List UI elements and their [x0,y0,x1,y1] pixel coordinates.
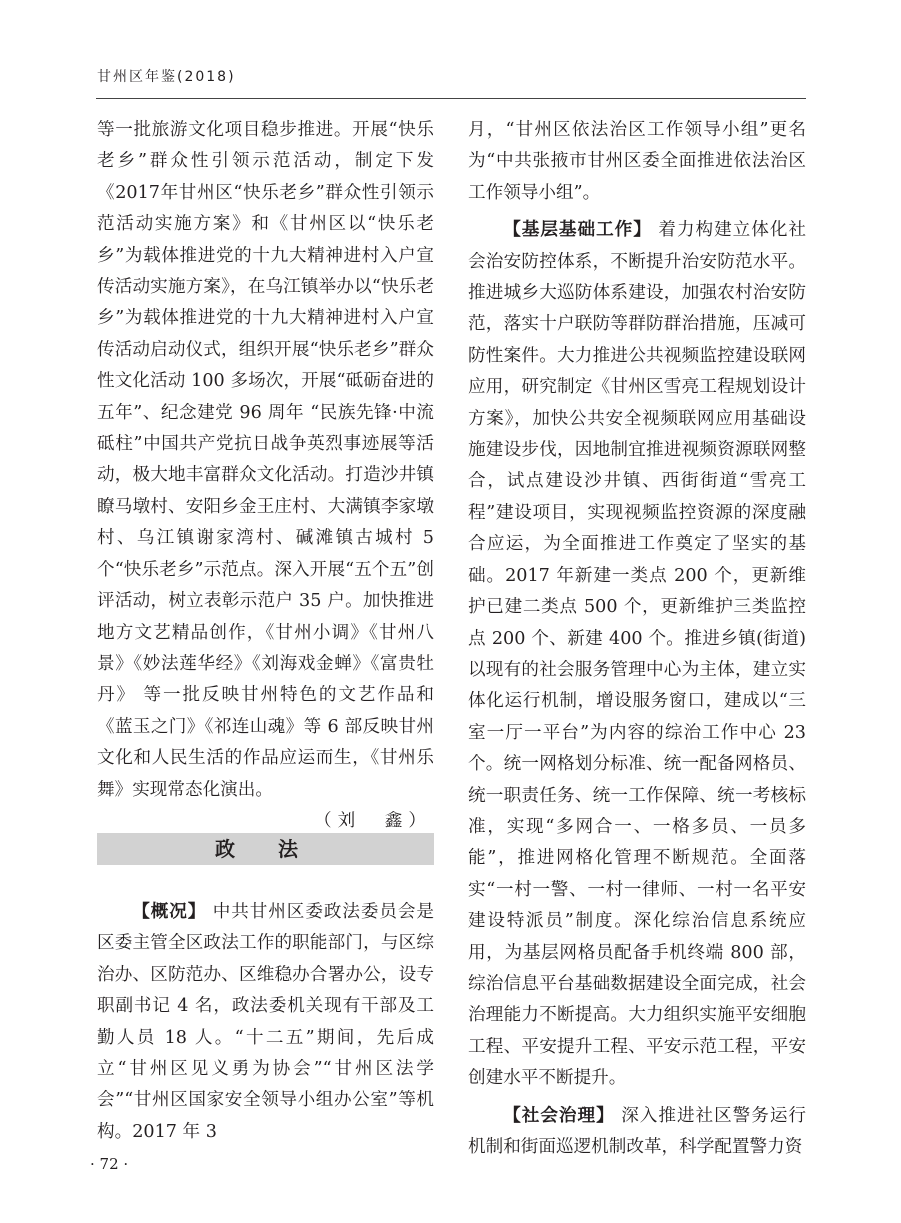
text-line: 镇谢家湾村、碱滩镇古城村 5 个“快乐老乡” [97,528,434,580]
text-line: 端 800 部，综治信息平台基础数据建设全面 [468,942,806,994]
text-line: 施平安细胞工程、平安提升工程、平安示范 [468,1005,806,1057]
text-line: 不断规范。全面落实“一村一警、一村一律 [468,848,806,900]
text-line: 治信息系统应用，为基层网格员配备手机终 [468,911,806,963]
text-line: 副书记 4 名，政法委机关现有干部及工勤人 [97,996,434,1048]
text-line: 施方案》，在乌江镇举办以“快乐老乡”为载 [97,277,434,329]
left-column-lower [97,897,434,1148]
text-line: 示范点。深入开展“五个五”创评活动，树立 [97,559,434,612]
running-header: 甘州区年鉴(2018) [97,69,236,85]
right-column [468,115,806,1163]
header-rule [96,98,806,99]
text-line: 创作，《甘州小调》《甘州八景》《妙法莲华经》 [97,622,434,674]
section-lead-grassroots: 【基层基础工作】 [503,220,652,241]
text-line: 等 6 部反映甘州文化和人民生活的作品应 [97,716,434,769]
text-line: 运，为全面推进工作奠定了坚实的基础。 [468,534,806,586]
text-line: 治办、区防范办、区维稳办合署办公，设专职 [97,964,434,1017]
text-line: 制，增设服务窗口，建成以“三室一厅一平 [468,691,806,743]
text-line: 类点 500 个，更新维护三类监控点 200 个、 [468,597,806,649]
text-line: 防性案件。大力推进公共视频监控建设联网 [468,345,806,366]
text-line: 合，试点建设沙井镇、西街街道“雪亮工程” [468,471,806,523]
text-line: 机制和街面巡逻机制改革，科学配置警力资 [468,1137,803,1157]
text-line: 村、安阳乡金王庄村、大满镇李家墩村、乌江 [97,496,434,549]
text-line: “中共张掖市甘州区委全面推进依法治区工 [468,151,806,203]
text-line: 启动仪式，组织开展“快乐老乡”群众性文化 [97,339,434,392]
text-line: 实施方案》和《甘州区以“快乐老乡”为载体 [97,214,434,266]
text-line: 完成，社会治理能力不断提高。大力组织实 [468,973,806,1026]
text-line: 深入推进社区警务运行 [614,1105,806,1126]
text-line: 老乡”群众性引领示范活动，制定下发《2017 [97,151,434,203]
text-line: 2017 年新建一类点 200 个，更新维护已建二 [468,565,806,618]
text-line: 《刘海戏金蝉》《富贵牡丹》 等一批反映甘州 [97,653,434,706]
text-line: 划分标准、统一配备网格员、统一职责任务、 [468,754,806,806]
text-line: 活动 100 多场次，开展“砥砺奋进的五年”、 [97,371,434,423]
text-line: 作领导小组”。 [485,182,601,203]
text-line: 推进党的十九大精神进村入户宣传活动实 [97,245,434,298]
text-line: 范，落实十户联防等群防群治措施，压减可 [468,314,806,335]
author-byline: （刘 鑫） [314,810,432,831]
text-line: 工程，平安创建水平不断提升。 [468,1036,806,1089]
section-lead-social-governance: 【社会治理】 [503,1105,615,1126]
text-line: 运而生，《甘州乐舞》实现常态化演出。 [97,748,434,800]
paragraph-grassroots [468,215,806,1094]
text-line: 纪念建党 96 周年 “民族先锋·中流砥柱”中 [97,402,434,455]
text-line: 着力构建立体化社 [651,220,806,241]
paragraph-tourism-culture [97,115,434,806]
text-line: 特色的文艺作品和《蓝玉之门》《祁连山魂》 [97,685,434,737]
section-lead-overview: 【概况】 [132,902,207,922]
text-line: 体推进党的十九大精神进村入户宣传活动 [97,308,434,360]
text-line: 新建 400 个。推进乡镇(街道)以现有的社会 [468,628,806,680]
text-line: 月，“甘州区依法治区工作领导小组”更名为 [468,120,806,172]
text-line: 员 18 人。“十二五”期间，先后成立“甘州区 [97,1027,434,1080]
text-line: 见义勇为协会”“甘州区法学会”“甘州区国 [97,1059,434,1111]
left-column [97,115,434,837]
text-line: 地丰富群众文化活动。打造沙井镇瞭马墩 [97,465,434,517]
paragraph-overview [97,897,434,1148]
text-line: 建设项目，实现视频监控资源的深度融合应 [468,502,806,555]
text-line: 家安全领导小组办公室”等机构。2017 年 3 [97,1090,434,1142]
text-line: 中共甘州区委政法委员会是 [206,902,434,922]
text-line: 方案》，加快公共安全视频联网应用基础设 [468,408,806,429]
text-line: 一、一格多员、一员多能”，推进网格化管理 [468,816,806,869]
text-line: 区委主管全区政法工作的职能部门，与区综 [97,933,434,954]
text-line: 会治安防控体系，不断提升治安防范水平。 [468,251,806,272]
text-line: 服务管理中心为主体，建立实体化运行机 [468,659,806,712]
text-line: 推进城乡大巡防体系建设，加强农村治安防 [468,283,806,304]
text-line: 施建设步伐，因地制宜推进视频资源联网整 [468,440,806,461]
text-line: 应用，研究制定《甘州区雪亮工程规划设计 [468,377,806,398]
section-heading-politics-law: 政 法 [97,833,434,865]
paragraph-social-governance [468,1101,806,1164]
text-line: 师、一村一名平安建设特派员”制度。深化综 [468,879,806,932]
text-line: 年甘州区“快乐老乡”群众性引领示范活动 [97,182,434,235]
text-line: 国共产党抗日战争英烈事迹展等活动，极大 [97,434,434,486]
text-line: 台”为内容的综治工作中心 23 个。统一网格 [468,722,806,775]
text-line: 表彰示范户 35 户。加快推进地方文艺精品 [97,591,434,643]
page-number: · 72 · [90,1155,129,1173]
text-line: 统一工作保障、统一考核标准，实现“多网合 [468,785,806,837]
text-line: 等一批旅游文化项目稳步推进。开展“快乐 [97,120,434,140]
paragraph-rename [468,115,806,209]
